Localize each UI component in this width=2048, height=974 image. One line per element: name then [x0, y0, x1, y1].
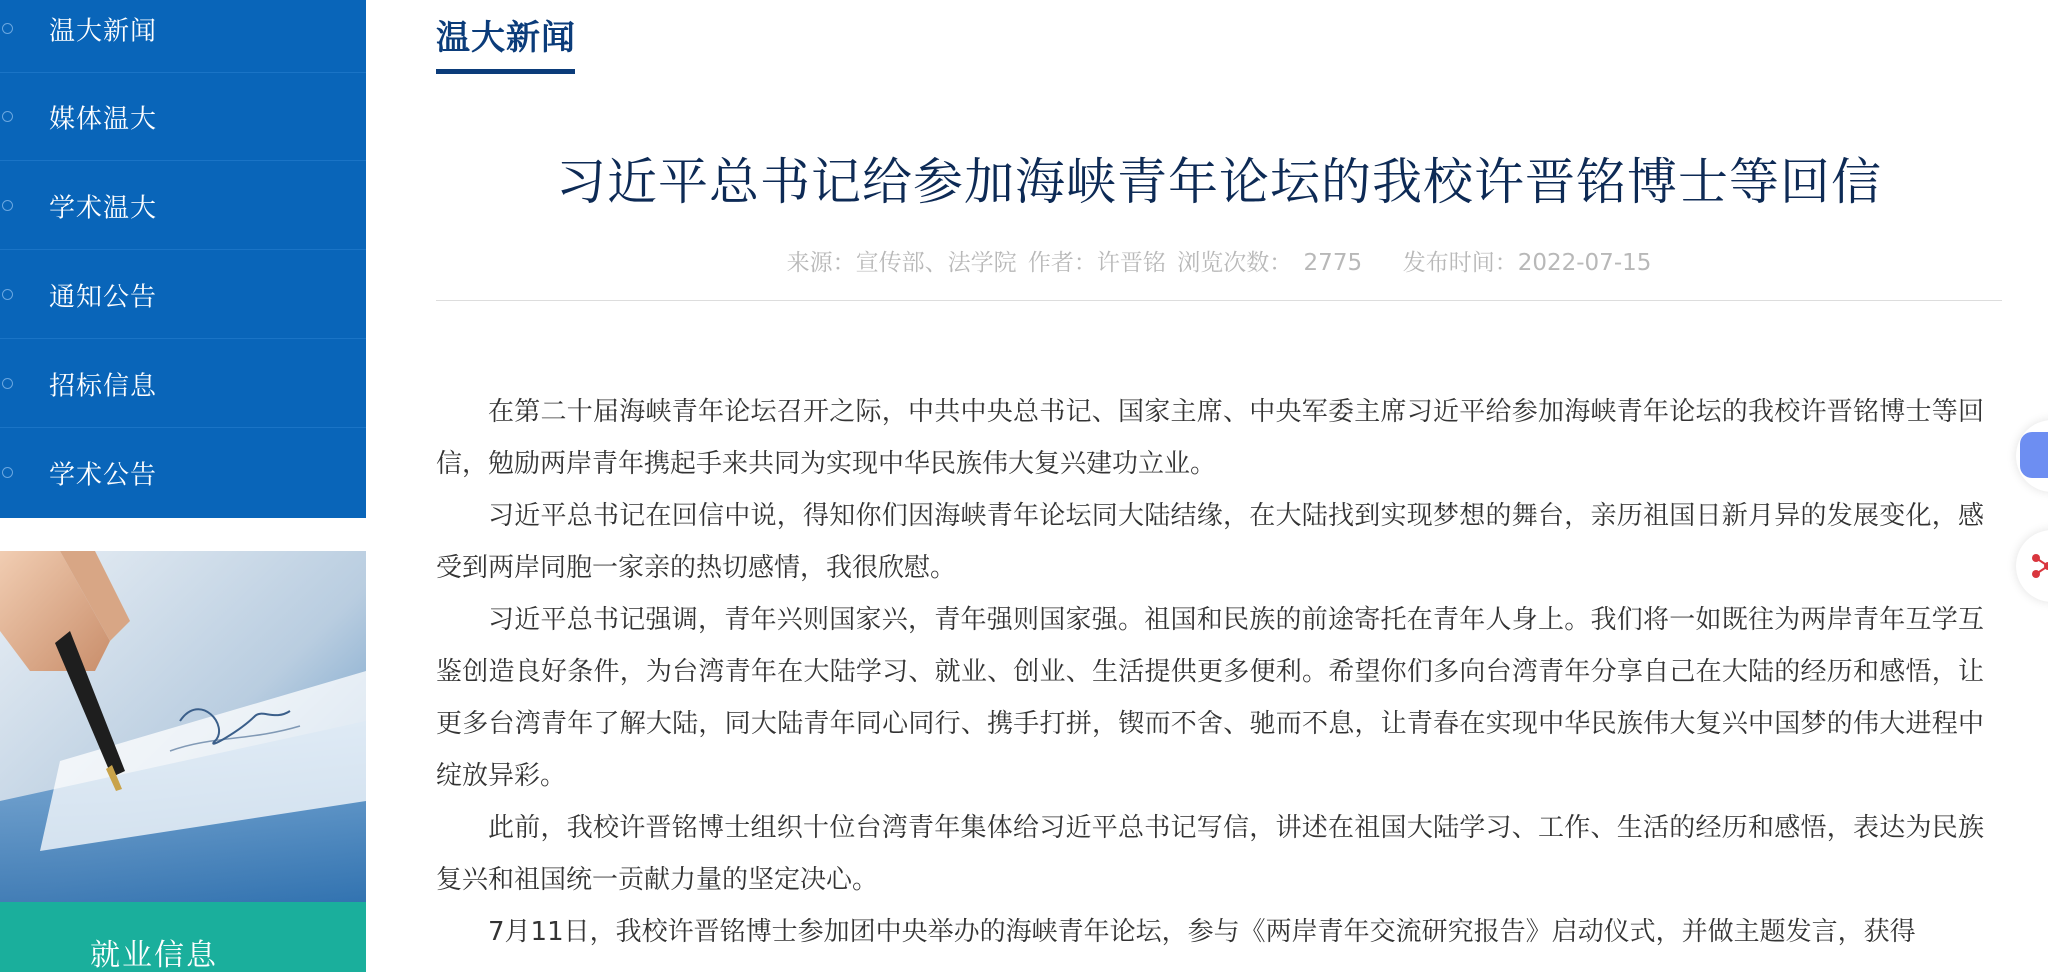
circle-outline-icon — [2, 200, 13, 211]
sidebar-item-label: 通知公告 — [49, 282, 158, 312]
feedback-button[interactable] — [2016, 420, 2048, 492]
jobs-info-label: 就业信息 — [90, 938, 218, 973]
sidebar-item-notices[interactable] — [0, 251, 366, 339]
section-title: 温大新闻 — [436, 18, 576, 58]
share-icon — [2030, 552, 2048, 580]
pen-signing-document-image — [0, 551, 366, 903]
article-paragraph: 7月11日，我校许晋铭博士参加团中央举办的海峡青年论坛，参与《两岸青年交流研究报告》启动仪式，并做主题发言，获得 — [488, 917, 1916, 947]
article-paragraph: 习近平总书记在回信中说，得知你们因海峡青年论坛同大陆结缘，在大陆找到实现梦想的舞台，亲历祖国日新月异的发展变化，感受到两岸同胞一家亲的热切感情，我很欣慰。 — [436, 501, 1984, 583]
sidebar-item-label: 招标信息 — [49, 371, 158, 401]
article-paragraph: 习近平总书记强调，青年兴则国家兴，青年强则国家强。祖国和民族的前途寄托在青年人身上。我们将一如既往为两岸青年互学互鉴创造良好条件，为台湾青年在大陆学习、就业、创业、生活提供更多便利。希望你们多向台湾青年分享自己在大陆的经历和感悟，让更多台湾青年了解大陆，同大陆青年同心同行、携手打拼，锲而不舍、驰而不息，让青春在实现中华民族伟大复兴中国梦的伟大进程中绽放异彩。 — [436, 605, 1984, 791]
article-title: 习近平总书记给参加海峡青年论坛的我校许晋铭博士等回信 — [556, 153, 1882, 211]
floating-toolbar — [2016, 420, 2048, 630]
meta-views-label: 浏览次数： — [1177, 250, 1293, 276]
sidebar-item-label: 学术公告 — [49, 460, 158, 491]
promo-image[interactable] — [0, 551, 366, 903]
circle-outline-icon — [2, 467, 13, 478]
feedback-icon — [2020, 432, 2048, 478]
sidebar-item-academic-notices[interactable] — [0, 429, 366, 517]
sidebar — [0, 0, 366, 973]
article-paragraph: 在第二十届海峡青年论坛召开之际，中共中央总书记、国家主席、中央军委主席习近平给参加海峡青年论坛的我校许晋铭博士等回信，勉励两岸青年携起手来共同为实现中华民族伟大复兴建功立业。 — [436, 397, 1984, 479]
meta-source: 来源：宣传部、法学院 — [786, 250, 1017, 276]
sidebar-item-wenda-news[interactable] — [0, 0, 366, 73]
sidebar-item-label: 学术温大 — [49, 193, 158, 223]
article-meta — [436, 244, 2002, 277]
jobs-info-banner[interactable] — [0, 902, 366, 972]
section-underline — [436, 69, 575, 74]
sidebar-item-academic-wenda[interactable] — [0, 162, 366, 250]
meta-views-count: 2775 — [1303, 250, 1363, 276]
circle-outline-icon — [2, 289, 13, 300]
circle-outline-icon — [2, 378, 13, 389]
meta-published: 发布时间：2022-07-15 — [1402, 250, 1652, 276]
sidebar-nav — [0, 0, 366, 518]
main-content — [436, 0, 2002, 947]
article-paragraph: 此前，我校许晋铭博士组织十位台湾青年集体给习近平总书记写信，讲述在祖国大陆学习、工作、生活的经历和感悟，表达为民族复兴和祖国统一贡献力量的坚定决心。 — [436, 813, 1984, 895]
circle-outline-icon — [2, 111, 13, 122]
sidebar-item-label: 温大新闻 — [49, 16, 158, 46]
sidebar-item-label: 媒体温大 — [49, 104, 158, 134]
sidebar-item-media-wenda[interactable] — [0, 73, 366, 161]
share-button[interactable] — [2016, 530, 2048, 602]
article-body — [436, 386, 1984, 958]
sidebar-item-tenders[interactable] — [0, 340, 366, 428]
circle-outline-icon — [2, 23, 13, 34]
meta-divider — [436, 300, 2002, 301]
meta-author: 作者：许晋铭 — [1027, 250, 1166, 276]
